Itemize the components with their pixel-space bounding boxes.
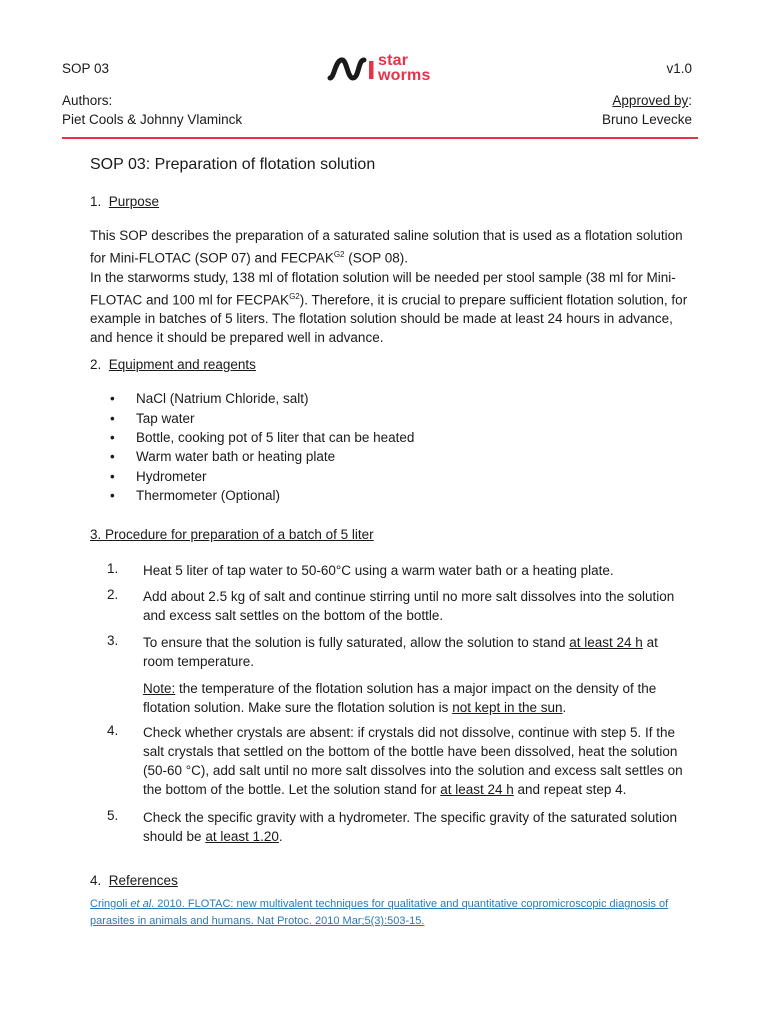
step-text: Add about 2.5 kg of salt and continue stirring until no more salt dissolves into the solution and excess salt settles on the bottom of the bottle. (143, 589, 675, 623)
step-text: Check the specific gravity with a hydrometer. The specific gravity of the saturated solution should be at least 1.20. (143, 810, 678, 844)
section-heading-purpose: 1. Purpose (90, 194, 160, 209)
starworms-logo (326, 52, 486, 86)
approved-label: Approved by: (612, 93, 692, 108)
reference-link[interactable]: Cringoli et al. 2010. FLOTAC: new multivalent techniques for qualitative and quantitative copromicroscopic diagnosis of parasites in animals and humans. Nat Protoc. 2010 Mar;5(3):503-15. (90, 898, 669, 927)
authors-names: Piet Cools & Johnny Vlaminck (62, 112, 243, 127)
step-number: 5. (107, 808, 119, 823)
step-number: 3. (107, 633, 119, 648)
logo-word-worms: worms (378, 67, 431, 84)
list-item: • Warm water bath or heating plate (110, 449, 336, 464)
logo-word-star: star (378, 52, 409, 69)
list-item: • Tap water (110, 411, 195, 426)
wave-logo-icon (326, 52, 374, 86)
step-number: 1. (107, 561, 119, 576)
section-heading-references: 4. References (90, 873, 178, 888)
sop-id: SOP 03 (62, 61, 110, 76)
header-divider (62, 137, 698, 139)
version: v1.0 (666, 61, 692, 76)
section-heading-procedure: 3. Procedure for preparation of a batch of 5 liter (90, 527, 374, 542)
section-heading-equipment: 2. Equipment and reagents (90, 357, 256, 372)
list-item: • Thermometer (Optional) (110, 488, 281, 503)
step-text: Heat 5 liter of tap water to 50-60°C using a warm water bath or a heating plate. (143, 563, 614, 578)
page-title: SOP 03: Preparation of flotation solution (90, 156, 376, 173)
step-number: 2. (107, 587, 119, 602)
list-item: • NaCl (Natrium Chloride, salt) (110, 391, 309, 406)
step-text: Check whether crystals are absent: if crystals did not dissolve, continue with step 5. If the salt crystals that settled on the bottom of the bottle have been dissolved, heat the solution (50-60 °C), add salt until no more salt dissolves into the solution and excess salt settles on the bottom of the bottle. Let the solution stand for at least 24 h and repeat step 4. (143, 725, 683, 797)
list-item: • Hydrometer (110, 469, 207, 484)
approver-name: Bruno Levecke (601, 112, 692, 127)
step-text: To ensure that the solution is fully saturated, allow the solution to stand at least 24 h at room temperature. Note: the temperature of the flotation solution has a major impact on the density of the flotation solution. Make sure the flotation solution is not kept in the sun. (143, 635, 658, 715)
step-number: 4. (107, 723, 119, 738)
purpose-paragraph: This SOP describes the preparation of a saturated saline solution that is used as a flotation solution for Mini-FLOTAC (SOP 07) and $FECPAK^{G2}$ (SOP 08). In the starworms study, 138 ml of flotation solution will be needed per stool sample (38 ml for Mini- FLOTAC and 100 ml for $FECPAK^{G2}$). Therefore, it is crucial to prepare sufficient flotation solution, for example in batches of 5 liters. The flotation solution should be made at least 24 hours in advance, and hence it should be prepared well in advance. (90, 228, 688, 345)
list-item: • Bottle, cooking pot of 5 liter that can be heated (110, 430, 415, 445)
authors-label: Authors: (62, 93, 113, 108)
